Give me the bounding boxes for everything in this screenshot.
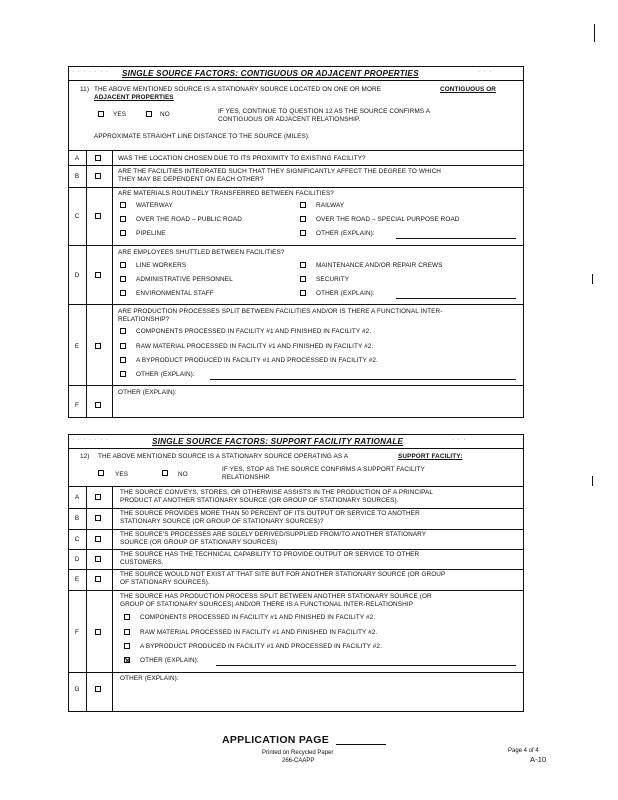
q12-number: 12) bbox=[80, 453, 90, 460]
row-letter: D bbox=[74, 556, 80, 563]
application-page-line bbox=[336, 744, 386, 745]
scan-mark bbox=[592, 476, 593, 486]
divider bbox=[86, 150, 87, 418]
section1-title: SINGLE SOURCE FACTORS: CONTIGUOUS OR ADJACENT PROPERTIES bbox=[122, 69, 419, 78]
divider bbox=[68, 486, 524, 487]
row-c-opt4: OVER THE ROAD – SPECIAL PURPOSE ROAD bbox=[316, 216, 460, 223]
row-e-opt3: A BYPRODUCT PRODUCED IN FACILITY #1 AND PROCESSED IN FACILITY #2. bbox=[136, 357, 378, 364]
row-a-checkbox[interactable] bbox=[95, 155, 101, 161]
s2-row-e-text-2: OF STATIONARY SOURCES). bbox=[120, 579, 210, 586]
row-c-opt3-checkbox[interactable] bbox=[120, 216, 126, 222]
row-letter: F bbox=[75, 402, 79, 409]
row-c-opt1: WATERWAY bbox=[136, 202, 173, 209]
divider bbox=[68, 150, 524, 151]
divider bbox=[68, 245, 524, 246]
row-a-text: WAS THE LOCATION CHOSEN DUE TO ITS PROXIMITY TO EXISTING FACILITY? bbox=[118, 155, 366, 162]
header-dots-right: · · · bbox=[452, 437, 467, 443]
s2-row-f-text-1: THE SOURCE HAS PRODUCTION PROCESS SPLIT BETWEEN ANOTHER STATIONARY SOURCE (OR bbox=[120, 593, 432, 600]
row-e-opt1-checkbox[interactable] bbox=[120, 328, 126, 334]
row-e-text-2: RELATIONSHIP? bbox=[118, 316, 170, 323]
row-c-opt6-checkbox[interactable] bbox=[300, 230, 306, 236]
row-e-opt3-checkbox[interactable] bbox=[120, 357, 126, 363]
scan-mark bbox=[594, 24, 595, 42]
q11-no-label: NO bbox=[160, 111, 170, 118]
q12-no-checkbox[interactable] bbox=[162, 470, 168, 476]
q12-yes-checkbox[interactable] bbox=[98, 470, 104, 476]
row-e-opt2: RAW MATERIAL PROCESSED IN FACILITY #1 AND FINISHED IN FACILITY #2. bbox=[136, 343, 374, 350]
row-c-opt2: RAILWAY bbox=[316, 202, 345, 209]
s2-row-b-checkbox[interactable] bbox=[95, 515, 101, 521]
s2-row-f-explain-line[interactable] bbox=[216, 665, 516, 666]
divider bbox=[68, 549, 524, 550]
divider bbox=[112, 150, 113, 418]
s2-row-f-checkbox[interactable] bbox=[95, 629, 101, 635]
q11-number: 11) bbox=[80, 86, 90, 93]
q11-yes-checkbox[interactable] bbox=[98, 111, 104, 117]
row-b-text-2: THEY MAY BE DEPENDENT ON EACH OTHER? bbox=[118, 176, 264, 183]
row-d-opt1-checkbox[interactable] bbox=[120, 262, 126, 268]
q11-note-2: CONTIGUOUS OR ADJACENT RELATIONSHIP. bbox=[218, 116, 361, 123]
s2-row-f-opt1-checkbox[interactable] bbox=[124, 614, 130, 620]
row-e-text-1: ARE PRODUCTION PROCESSES SPLIT BETWEEN FACILITIES AND/OR IS THERE A FUNCTIONAL INTER- bbox=[118, 308, 443, 315]
header-dots-right: · · · bbox=[478, 69, 493, 75]
row-e-checkbox[interactable] bbox=[95, 343, 101, 349]
s2-row-a-checkbox[interactable] bbox=[95, 494, 101, 500]
q12-yes-label: YES bbox=[115, 471, 129, 478]
row-c-checkbox[interactable] bbox=[95, 213, 101, 219]
divider bbox=[68, 508, 524, 509]
row-d-opt3-checkbox[interactable] bbox=[120, 276, 126, 282]
row-letter: G bbox=[74, 686, 80, 693]
s2-row-f-text-2: GROUP OF STATIONARY SOURCES) AND/OR THERE IS A FUNCTIONAL INTER-RELATIONSHIP bbox=[120, 601, 414, 608]
divider bbox=[68, 529, 524, 530]
s2-row-d-checkbox[interactable] bbox=[95, 556, 101, 562]
row-d-explain-line[interactable] bbox=[396, 298, 516, 299]
row-d-opt2: MAINTENANCE AND/OR REPAIR CREWS bbox=[316, 262, 443, 269]
row-e-opt2-checkbox[interactable] bbox=[120, 343, 126, 349]
s2-row-c-text-1: THE SOURCE'S PROCESSES ARE SOLELY DERIVED/SUPPLIED FROM/TO ANOTHER STATIONARY bbox=[120, 531, 427, 538]
q12-question-emph: SUPPORT FACILITY: bbox=[398, 453, 463, 460]
q11-no-checkbox[interactable] bbox=[146, 111, 152, 117]
q11-note-1: IF YES, CONTINUE TO QUESTION 12 AS THE SOURCE CONFIRMS A bbox=[218, 108, 431, 115]
row-f-text: OTHER (EXPLAIN): bbox=[118, 389, 177, 396]
row-e-explain-line[interactable] bbox=[210, 379, 516, 380]
divider bbox=[68, 80, 524, 81]
s2-row-a-text-2: PRODUCT AT ANOTHER STATIONARY SOURCE (OR GROUP OF STATIONARY SOURCES). bbox=[120, 497, 399, 504]
q12-no-label: NO bbox=[178, 471, 188, 478]
scan-mark bbox=[592, 274, 593, 284]
row-c-opt4-checkbox[interactable] bbox=[300, 216, 306, 222]
recycled-note: Printed on Recycled Paper bbox=[262, 750, 334, 756]
s2-row-f-opt3-checkbox[interactable] bbox=[124, 643, 130, 649]
q12-note-2: RELATIONSHIP. bbox=[222, 474, 271, 481]
header-dots-left: · · · · · · · bbox=[72, 69, 109, 75]
s2-row-d-text-1: THE SOURCE HAS THE TECHNICAL CAPABILITY TO PROVIDE OUTPUT OR SERVICE TO OTHER bbox=[120, 551, 420, 558]
page-of: Page 4 of 4 bbox=[508, 748, 539, 754]
q11-yes-label: YES bbox=[113, 111, 127, 118]
row-c-opt2-checkbox[interactable] bbox=[300, 202, 306, 208]
divider bbox=[68, 385, 524, 386]
s2-row-f-opt4-checkbox[interactable] bbox=[124, 657, 130, 663]
row-d-text: ARE EMPLOYEES SHUTTLED BETWEEN FACILITIES? bbox=[118, 249, 285, 256]
divider bbox=[68, 165, 524, 166]
divider bbox=[68, 590, 524, 591]
q11-question: THE ABOVE MENTIONED SOURCE IS A STATIONARY SOURCE LOCATED ON ONE OR MORE bbox=[94, 86, 382, 93]
q12-question: THE ABOVE MENTIONED SOURCE IS A STATIONARY SOURCE OPERATING AS A bbox=[98, 453, 349, 460]
s2-row-f-opt1: COMPONENTS PROCESSED IN FACILITY #1 AND FINISHED IN FACILITY #2. bbox=[140, 614, 376, 621]
divider bbox=[112, 486, 113, 712]
divider bbox=[68, 672, 524, 673]
row-letter: B bbox=[74, 515, 80, 522]
q11-question-cont: ADJACENT PROPERTIES bbox=[94, 94, 174, 101]
row-d-checkbox[interactable] bbox=[95, 272, 101, 278]
section2-title: SINGLE SOURCE FACTORS: SUPPORT FACILITY RATIONALE bbox=[152, 437, 404, 446]
row-f-checkbox[interactable] bbox=[95, 402, 101, 408]
row-e-opt4: OTHER (EXPLAIN): bbox=[136, 371, 195, 378]
s2-row-f-opt3: A BYPRODUCT PRODUCED IN FACILITY #1 AND PROCESSED IN FACILITY #2. bbox=[140, 643, 382, 650]
s2-row-f-opt2-checkbox[interactable] bbox=[124, 629, 130, 635]
row-d-opt6: OTHER (EXPLAIN): bbox=[316, 290, 375, 297]
row-letter: D bbox=[74, 272, 80, 279]
row-d-opt4: SECURITY bbox=[316, 276, 350, 283]
row-b-text-1: ARE THE FACILITIES INTEGRATED SUCH THAT THEY SIGNIFICANTLY AFFECT THE DEGREE TO WHICH bbox=[118, 168, 441, 175]
row-letter: A bbox=[74, 155, 80, 162]
row-c-explain-line[interactable] bbox=[396, 238, 516, 239]
row-c-opt6: OTHER (EXPLAIN): bbox=[316, 230, 375, 237]
divider bbox=[68, 569, 524, 570]
s2-row-e-checkbox[interactable] bbox=[95, 576, 101, 582]
header-dots-left: · · · · · · · bbox=[72, 437, 109, 443]
s2-row-b-text-2: STATIONARY SOURCE (OR GROUP OF STATIONARY SOURCES)? bbox=[120, 518, 324, 525]
row-e-opt1: COMPONENTS PROCESSED IN FACILITY #1 AND FINISHED IN FACILITY #2. bbox=[136, 328, 372, 335]
row-d-opt4-checkbox[interactable] bbox=[300, 276, 306, 282]
s2-row-g-text: OTHER (EXPLAIN): bbox=[120, 675, 179, 682]
row-e-opt4-checkbox[interactable] bbox=[120, 371, 126, 377]
q11-distance-label: APPROXIMATE STRAIGHT LINE DISTANCE TO THE SOURCE (MILES): bbox=[94, 133, 310, 140]
s2-row-f-opt4: OTHER (EXPLAIN): bbox=[140, 657, 199, 664]
s2-row-g-checkbox[interactable] bbox=[95, 686, 101, 692]
row-d-opt1: LINE WORKERS bbox=[136, 262, 187, 269]
row-c-opt5-checkbox[interactable] bbox=[120, 230, 126, 236]
row-c-opt3: OVER THE ROAD – PUBLIC ROAD bbox=[136, 216, 242, 223]
row-d-opt6-checkbox[interactable] bbox=[300, 290, 306, 296]
s2-row-f-opt2: RAW MATERIAL PROCESSED IN FACILITY #1 AND FINISHED IN FACILITY #2. bbox=[140, 629, 378, 636]
row-b-checkbox[interactable] bbox=[95, 173, 101, 179]
row-d-opt5-checkbox[interactable] bbox=[120, 290, 126, 296]
row-letter: B bbox=[74, 173, 80, 180]
s2-row-b-text-1: THE SOURCE PROVIDES MORE THAN 50 PERCENT OF ITS OUTPUT OR SERVICE TO ANOTHER bbox=[120, 510, 420, 517]
s2-row-e-text-1: THE SOURCE WOULD NOT EXIST AT THAT SITE BUT FOR ANOTHER STATIONARY SOURCE (OR GROUP bbox=[120, 571, 446, 578]
row-c-opt5: PIPELINE bbox=[136, 230, 166, 237]
row-letter: C bbox=[74, 536, 80, 543]
divider bbox=[68, 187, 524, 188]
s2-row-c-text-2: SOURCE (OR GROUP OF STATIONARY SOURCES) bbox=[120, 539, 278, 546]
row-c-opt1-checkbox[interactable] bbox=[120, 202, 126, 208]
row-d-opt5: ENVIRONMENTAL STAFF bbox=[136, 290, 214, 297]
application-page-label: APPLICATION PAGE bbox=[222, 734, 330, 746]
divider bbox=[68, 448, 524, 449]
divider bbox=[68, 304, 524, 305]
row-letter: C bbox=[74, 213, 80, 220]
row-letter: E bbox=[74, 576, 80, 583]
row-c-text: ARE MATERIALS ROUTINELY TRANSFERRED BETWEEN FACILITIES? bbox=[118, 190, 334, 197]
s2-row-a-text-1: THE SOURCE CONVEYS, STORES, OR OTHERWISE ASSISTS IN THE PRODUCTION OF A PRINCIPAL bbox=[120, 489, 434, 496]
form-number: 266-CAAPP bbox=[282, 758, 315, 764]
q12-note-1: IF YES, STOP AS THE SOURCE CONFIRMS A SUPPORT FACILITY bbox=[222, 466, 425, 473]
row-letter: F bbox=[75, 629, 79, 636]
row-d-opt3: ADMINISTRATIVE PERSONNEL bbox=[136, 276, 233, 283]
q11-question-emph: CONTIGUOUS OR bbox=[440, 86, 496, 93]
s2-row-d-text-2: CUSTOMERS. bbox=[120, 559, 164, 566]
page-code: A-10 bbox=[530, 755, 547, 764]
row-letter: E bbox=[74, 343, 80, 350]
divider bbox=[86, 486, 87, 712]
row-letter: A bbox=[74, 494, 80, 501]
row-d-opt2-checkbox[interactable] bbox=[300, 262, 306, 268]
s2-row-c-checkbox[interactable] bbox=[95, 536, 101, 542]
